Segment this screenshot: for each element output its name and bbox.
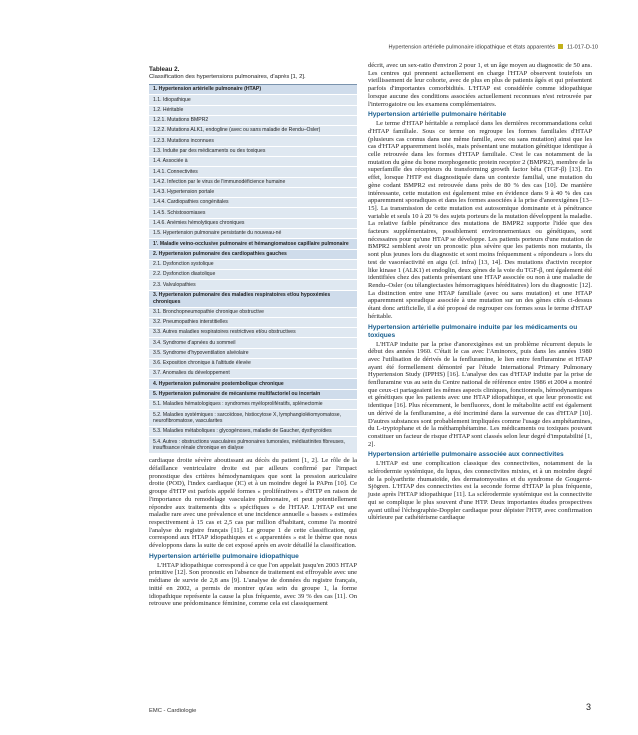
table-row: 3. Hypertension pulmonaire des maladies respiratoires et/ou hypoxémies chroniques [149,291,357,308]
table-row: 3.6. Exposition chronique à l'altitude élevée [149,359,357,369]
running-head [389,44,599,51]
table-row: 5.4. Autres : obstructions vasculaires pulmonaires tumorales, médiastinites fibreuses, insuffisance rénale chronique en dialyse [149,437,357,454]
table-row: 1.2.3. Mutations inconnues [149,136,357,146]
table-row: 1. Hypertension artérielle pulmonaire (HTAP) [149,85,357,95]
section-heading-connectivites: Hypertension artérielle pulmonaire associée aux connectivites [368,451,564,459]
section-heading-induite: Hypertension artérielle pulmonaire induite par les médicaments ou toxiques [368,323,578,339]
left-paragraph-1: cardiaque droite sévère aboutissant au décès du patient [1, 2]. Le rôle de la défaillance ventriculaire droite est par ailleurs confirmé par l'impact pronostique des critères hémodynamiques que sont la pression auriculaire droite (POD), l'index cardiaque (IC) et à un moindre degré la PAPm [10]. Ce groupe d'HTP est parfois appelé formes « prolifératives » d'HTP en raison de l'importance du remodelage vasculaire pulmonaire, et peut potentiellement répondre aux traitements dits « spécifiques » de l'HTAP. L'HTAP est une maladie rare avec une prévalence et une incidence annuelle « basses » estimées respectivement à 15 cas et 2,5 cas par million d'habitant, comme l'a montré l'analyse du registre français [11]. Le groupe 1 de cette classification, qui correspond aux HTAP idiopathiques et « apparentées » est le thème que nous développons dans la suite de cet exposé après en avoir détaillé la classification. [149,457,357,550]
table-row: 5. Hypertension pulmonaire de mécanisme multifactoriel ou incertain [149,390,357,400]
section-heading-idiopathique: Hypertension artérielle pulmonaire idiopathique [149,552,299,560]
table-row: 4. Hypertension pulmonaire postembolique chronique [149,379,357,389]
table-row: 3.3. Autres maladies respiratoires restrictives et/ou obstructives [149,328,357,338]
left-column [149,66,357,608]
table-row: 1.1. Idiopathique [149,95,357,105]
table-row: 5.3. Maladies métaboliques : glycogénoses, maladie de Gaucher, dysthyroïdies [149,427,357,437]
square-marker-icon [558,44,563,49]
page-number: 3 [586,702,592,712]
table-row: 1.4.1. Connectivites [149,167,357,177]
table-row: 1'. Maladie veino-occlusive pulmonaire et hémangiomatose capillaire pulmonaire [149,239,357,249]
footer-journal: EMC - Cardiologie [149,708,197,714]
table-row: 2.3. Valvulopathies [149,280,357,290]
running-head-ref: 11-017-D-10 [567,44,598,51]
right-paragraph-4: L'HTAP est une complication classique des connectivites, notamment de la sclérodermie systémique, du lupus, des connectivites mixtes, et à un moindre degré de la polyarthrite rhumatoïde, des dermatomyosites et du syndrome de Gougerot-Sjögren. L'HTAP des connectivites est la seconde forme d'HTAP la plus fréquente, juste après l'HTAP idiopathique [11]. La sclérodermie systémique est la connectivite qui se complique le plus souvent d'une HTP. Deux importantes études prospectives ayant utilisé l'échographie-Doppler cardiaque pour dépister l'HTP, avec confirmation ultérieure par cathétérisme cardiaque [368,460,592,522]
table-row: 3.4. Syndrome d'apnées du sommeil [149,338,357,348]
table-title: Tableau 2. [149,66,180,73]
table-row: 1.2.1. Mutations BMPR2 [149,116,357,126]
table-row: 1.4.6. Anémies hémolytiques chroniques [149,219,357,229]
table-row: 5.1. Maladies hématologiques : syndromes myéloprolifératifs, splénectomie [149,400,357,410]
table-row: 1.2.2. Mutations ALK1, endogline (avec ou sans maladie de Rendu–Osler) [149,126,357,136]
table-caption: Classification des hypertensions pulmonaires, d'après [1, 2]. [149,74,306,80]
classification-table [149,84,357,454]
table-row: 3.5. Syndrome d'hypoventilation alvéolaire [149,349,357,359]
right-paragraph-1: décrit, avec un sex-ratio d'environ 2 pour 1, et un âge moyen au diagnostic de 50 ans. Les centres qui prennent actuellement en charge l'HTAP observent toutefois un vieillissement de leur cohorte, avec de plus en plus de patients âgés et qui présentent parfois d'importantes comorbidités. L'HTAP est considérée comme idiopathique lorsque aucune des conditions associées actuellement reconnues n'est retrouvée par l'interrogatoire ou les examens complémentaires. [368,62,592,108]
table-row: 3.2. Pneumopathies interstitielles [149,318,357,328]
table-row: 1.4.4. Cardiopathies congénitales [149,198,357,208]
right-column [368,62,592,522]
running-head-title: Hypertension artérielle pulmonaire idiopathique et états apparentés [388,44,555,51]
table-row: 1.4.2. Infection par le virus de l'immunodéficience humaine [149,178,357,188]
table-row: 1.4.5. Schistosomiases [149,208,357,218]
table-row: 3.1. Bronchopneumopathie chronique obstructive [149,308,357,318]
table-row: 1.4. Associée à [149,157,357,167]
right-paragraph-2: Le terme d'HTAP héritable a remplacé dans les dernières recommandations celui d'HTAP familiale. Sous ce terme on regroupe les formes familiales d'HTAP (plusieurs cas connus dans une même famille, avec ou sans mutation) ainsi que les cas d'HTAP apparemment isolés, mais présentant une mutation génétique identique à celle retrouvée dans les formes d'HTAP familiale. C'est le cas notamment de la mutation du gène du bone morphogenetic protein receptor 2 (BMPR2), membre de la superfamille des récepteurs du transforming growth factor bêta (TGF-β) [13]. En effet, lorsque l'HTP est diagnostiquée dans un contexte familial, une mutation du gène codant BMPR2 est retrouvée dans près de 80 % des cas [10]. De manière intéressante, cette mutation est également mise en évidence dans 9 à 40 % des cas apparemment sporadiques et dans les formes associées à la prise d'anorexigènes [13–15]. La transmission de cette mutation est autosomique dominante et à pénétrance variable et seuls 10 à 20 % des sujets porteurs de la mutation développent la maladie. La relative faible pénétrance des mutations de BMPR2 supporte l'idée que des facteurs supplémentaires, possiblement environnementaux ou génétiques, sont nécessaires pour qu'une HTAP se développe. Les patients porteurs d'une mutation de BMPR2 semblent avoir un pronostic plus sévère que les patients non mutants, ils sont plus jeunes lors du diagnostic et sont moins fréquemment « répondeurs » lors du test de vasoréactivité en aigu (cf. infra) [13, 14]. Des mutations d'activin receptor like kinase 1 (ALK1) et endoglin, deux gènes de la voie du TGF-β, ont également été identifiées chez des patients présentant une HTAP associée ou non à une maladie de Rendu–Osler (ou télangiectasies hémorragiques héréditaires) lors du diagnostic [12]. La distinction entre une HTAP familiale (avec ou sans mutation) et une HTAP apparemment sporadique associée à une mutation sur un des gènes cités ci-dessus étant donc artificielle, il a été proposé de regrouper ces formes sous le terme d'HTAP héritable. [368,120,592,320]
table-row: 2. Hypertension pulmonaire des cardiopathies gauches [149,250,357,260]
left-paragraph-2: L'HTAP idiopathique correspond à ce que l'on appelait jusqu'en 2003 HTAP primitive [12]. Son pronostic en l'absence de traitement est effroyable avec une médiane de survie de 2,8 ans [9]. L'analyse de données du registre français, initié en 2002, a permis de montrer qu'au sein du groupe 1, la forme idiopathique représente la cause la plus fréquente, avec 39 % des cas [11]. On retrouve une prédominance féminine, comme cela est classiquement [149,561,357,608]
right-paragraph-3: L'HTAP induite par la prise d'anorexigènes est un problème récurrent depuis le début des années 1960. C'était le cas avec l'Aminorex, puis dans les années 1980 avec l'utilisation de dérivés de la fenfluramine, le lien entre fenfluramine et HTAP ayant été formellement démontré par l'étude International Primary Pulmonary Hypertension Study (IPPHS) [16]. L'analyse des cas d'HTAP induite par la prise de fenfluramine vus au sein du Centre national de référence entre 1986 et 2004 a montré que ceux-ci partageaient les mêmes aspects cliniques, fonctionnels, hémodynamiques et génétiques que les patients avec une HTAP idiopathique, et que leur pronostic est identique [16]. Plus récemment, le benfluorex, dont le métabolite actif est également un dérivé de la fenfluramine, a été incriminé dans la survenue de cas d'HTAP [10]. D'autres substances sont probablement impliquées comme l'usage des amphétamines, du L-tryptophane et de la méthamphétamine. Les médicaments ou toxiques pouvant constituer un facteur de risque d'HTAP sont classés selon leur degré d'imputabilité [1, 2]. [368,340,592,448]
section-heading-heritable: Hypertension artérielle pulmonaire héritable [368,111,507,119]
table-row: 1.5. Hypertension pulmonaire persistante du nouveau-né [149,229,357,239]
table-row: 2.1. Dysfonction systolique [149,260,357,270]
table-row: 1.4.3. Hypertension portale [149,188,357,198]
table-row: 3.7. Anomalies du développement [149,369,357,379]
table-row: 5.2. Maladies systémiques : sarcoïdose, histiocytose X, lymphangioléiomyomatose, neurofibromatose, vascularites [149,410,357,427]
table-row: 1.2. Héritable [149,106,357,116]
table-row: 1.3. Induite par des médicaments ou des toxiques [149,147,357,157]
table-row: 2.2. Dysfonction diastolique [149,270,357,280]
